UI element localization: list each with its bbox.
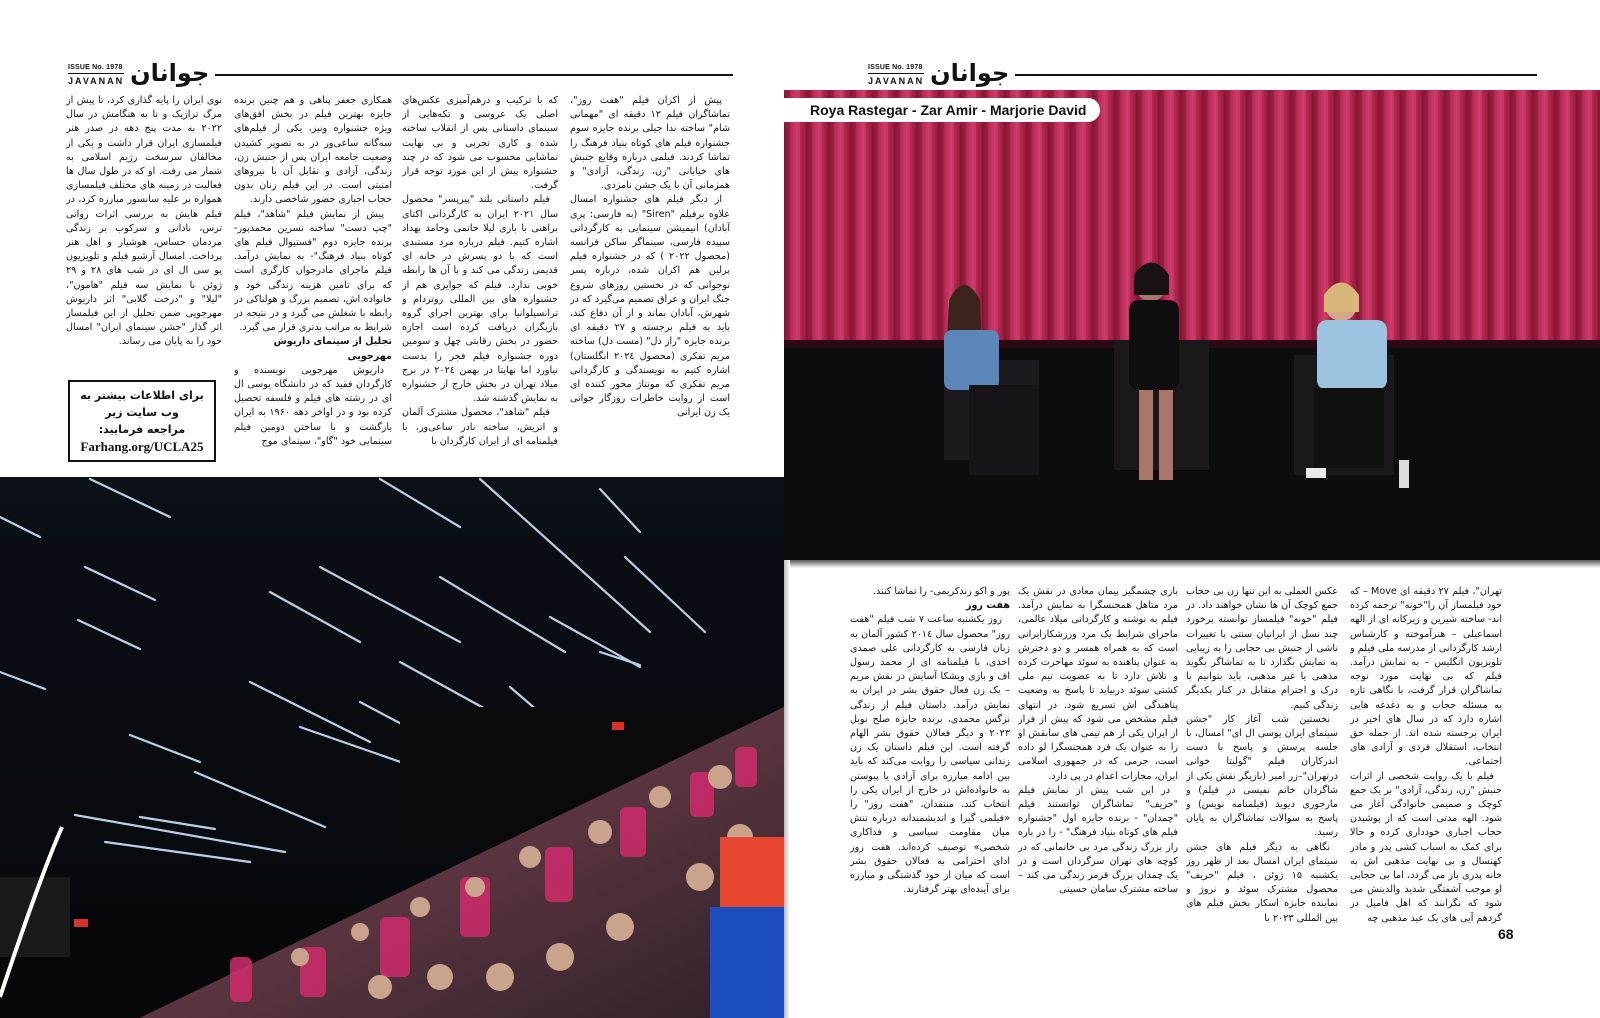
panel-photo-illustration xyxy=(784,90,1600,560)
article-column-3 xyxy=(234,94,392,466)
page-number: 68 xyxy=(1498,926,1514,942)
page-gutter xyxy=(784,560,790,1018)
paragraph: پیش از نمایش فیلم "شاهد"، فیلم "چپ دست" ساخته نسرین محمدپور- برنده جایزه دوم "فستیوال فیلم های کوتاه بنیاد فرهنگ"- به نمایش درآمد. فیلم ماجرای مادرجوان کارگری است که برای تامین هزینه زندگی خود و خانواده اش، تصمیم بزرگ و هولناکی در رابطه با شغلش می گیرد و در نتیجه در شرایط به مراتب بدتری قرار می گیرد. xyxy=(234,208,392,334)
article-column-3 xyxy=(1018,585,1178,935)
paragraph: فیلم با یک روایت شخصی از اثرات جنبش "زن، زندگی، آزادی" بر یک جمع کوچک و صمیمی خانوادگی آغاز می شود. الهه مدتی است که از پوشیدن حجاب اجباری خودداری کرده و حالا برای کمک به اسباب کشی پدر و مادر کهنسال و بی نهایت مذهبی اش به خانه پدری باز می گردد، اما بی حجابی او موجب آشفتگی شدید والدینش می شود که نگرانند که اهل فامیل در گردهم آیی های یک عید مذهبی چه xyxy=(1350,770,1502,924)
issue-block xyxy=(68,64,124,86)
paragraph: بازی چشمگیر پیمان معادی در نقش یک مرد متاهل همجنسگرا به نمایش درآمد. فیلم به نوشته و کارگردانی میلاد عالمی، ماجرای شرایط یک مرد ورزشکارایرانی است که به همراه همسر و دو دخترش به عنوان پناهنده به سوئد مهاجرت کرده و تلاش دارد تا به عضویت تیم ملی کشتی سوئد دربیاید تا پاسخ به وضعیت پناهندگی اش تسریع شود. در انتهای فیلم مشخص می شود که پیش از فرار از ایران یکی از هم تیمی های سابقش او را به عنوان یک فرد همجنسگرا لو داده است، جرمی که در جمهوری اسلامی ایران، مجازات اعدام در پی دارد. xyxy=(1018,586,1178,782)
issue-number: ISSUE No. 1978 xyxy=(68,64,124,74)
issue-number: ISSUE No. 1978 xyxy=(868,64,924,74)
paragraph: پیش از اکران فیلم "هفت روز"، تماشاگران فیلم ۱۲ دقیقه ای "مهمانی شام" ساخته ندا جیلی برنده جایزه سوم جشنواره فیلم های کوتاه بنیاد فرهنگ را تماشا کردند. فیلمی درباره وقایع جنبش های خیابانی "زن، زندگی، آزادی" و همزمانی آن با یک جشن نامزدی. xyxy=(570,95,730,192)
masthead xyxy=(868,60,1537,90)
article-column-1 xyxy=(570,94,730,466)
publication-logo: جوانان xyxy=(130,59,210,87)
masthead xyxy=(68,60,733,90)
paragraph: نوی ایران را پایه گذاری کرد، تا پیش از مرگ تراژیک و نا به هنگامش در سال ۲۰۲۲ به مدت پنج دهه در صدر هنر فیلمسازی ایران قرار داشت و یکی از مخالفان سرسخت رژیم اسلامی به شمار می رفت. او که در طول سال ها فعالیت در زمینه های مختلف فیلمسازی همواره بر علیه سانسور مبارزه کرد، در فیلم هایش به بررسی اثرات روانی ترس، نادانی و سرکوب بر زندگی مردمان حساس، هوشیار و اهل هنر پرداخت. امسال آرشیو فیلم و تلویزیون یو سی ال ای در شب های ۲۸ و ۲۹ ژوئن با نمایش سه فیلم "هامون"، "لیلا" و "درخت گلابی" اثر داریوش مهرجویی ضمن تجلیل از این فیلمساز اثر گذار "جشن سینمای ایران" امسال خود را به پایان می رساند. xyxy=(66,95,222,348)
paragraph: از دیگر فیلم های جشنواره امسال علاوه برفیلم "Siren" (به فارسی: پری آبادان) انیمیشن سینمایی به کارگردانی سپیده فارسی، سینماگر ساکن فرانسه (محصول ۲۰۲۲ ) که در جشنواره فیلم برلین هم اکران شده، درباره پسر نوجوانی که در نخستین روزهای شروع جنگ ایران و عراق تصمیم می‌گیرد که در شهرش، آبادان بماند و از آن دفاع کند، باید به فیلم برجسته و ۲۷ دقیقه ای برنده جایزه "راز دل" (مست دل) ساخته مریم تفکری (محصول ۲۰۲٤ انگلستان) اشاره کنیم به نویسندگی و کارگردانی مریم تفکری که مونتاژ محور کننده ای است از روایت خاطرات روزگار جوانی یک زن ایرانی xyxy=(570,194,730,419)
paragraph: پور و اکو زندکریمی- را تماشا کنند. xyxy=(872,586,1010,597)
masthead-rule xyxy=(1015,74,1537,76)
paragraph: عکس العملی به این تنها زن بی حجاب جمع کوچک آن ها نشان خواهند داد. در فیلم "خونه" فیلمساز توانسته برخورد چند نسل از ایرانیان سنتی با تغییرات ناشی از جنبش بی حجابی را به زیبایی به نمایش بگذارد تا به تماشاگر بگوید مذهبی یا غیر مذهبی، باید بتوانیم با درک و احترام متقابل در کنار یکدیگر زندگی کنیم. xyxy=(1186,586,1338,711)
publication-name-latin: JAVANAN xyxy=(868,76,925,86)
info-box xyxy=(68,380,216,462)
panel-photo xyxy=(784,90,1600,560)
paragraph: که با ترکیب و درهم‌آمیزی عکس‌های اصلی یک عروسی و تکه‌هایی از سینمای داستانی پس از انقلاب ساخته شده و کاری تجربی و بی نهایت تماشایی محسوب می شود که در چند جشنواره پیش از این مورد توجه قرار گرفت. xyxy=(402,95,558,192)
website-link[interactable]: Farhang.org/UCLA25 xyxy=(80,439,204,454)
article-column-2 xyxy=(402,94,558,466)
issue-block xyxy=(868,64,924,86)
paragraph: داریوش مهرجویی نویسنده و کارگردان فقید که در دانشگاه یوسی ال ای در رشته های فیلم و فلسفه تحصیل کرده بود و در اواخر دهه ۱۹۶۰ به ایران بازگشت و با ساختن دومین فیلم سینمایی خود "گاو"، سینمای موج xyxy=(234,364,392,447)
section-subheading: تجلیل از سینمای داریوش مهرجویی xyxy=(273,336,392,362)
audience-photo xyxy=(0,477,784,1018)
paragraph: فیلم "شاهد"، محصول مشترک آلمان و اتریش، ساخته نادر ساعی‌ور، با فیلمنامه ای از ایران کارگردان با xyxy=(402,407,558,447)
paragraph: نخستین شب آغاز کار "جشن سینمای ایران یوسی ال ای" امسال، با جلسه پرسش و پاسخ با دست اندرکاران فیلم "گولیتا خوانی درتهران"–زر امیر (بازیگر نقش یکی از شاگردان خانم نفیسی در فیلم) و مارجوری دیوید (فیلمنامه نویس) و پاسخ به سوالات تماشاگران به پایان رسید. xyxy=(1186,713,1338,839)
publication-name-latin: JAVANAN xyxy=(68,76,125,86)
article-column-2 xyxy=(1186,585,1338,935)
paragraph: روز یکشنبه ساعت ۷ شب فیلم "هفت روز" محصول سال ۲۰۱٤ کشور آلمان به زبان فارسی به کارگردانی علی صمدی احدی، با فیلمنامه ای از محمد رسول اف و بازی ویشکا آسایش در نقش مریم – یک زن فعال حقوق بشر در ایران به نمایش درآمد. داستان فیلم از زندگی نرگس محمدی، برنده جایزه صلح نوبل ۲۰۲۳ و دیگر فعالان حقوق بشر الهام گرفته است. این فیلم داستان یک زن زندانی سیاسی را روایت می‌کند که باید بین ادامه مبارزه برای آزادی یا پیوستن به خانواده‌اش در خارج از ایران یکی را انتخاب کند. منتقدان، "هفت روز" را «فیلمی گیرا و اندیشمندانه درباره تنش میان مقاومت سیاسی و فداکاری شخصی» توصیف کرده‌اند. هفت روز ادای احترامی به فعالان حقوق بشر است که میان از خود گذشتگی و مبارزه برای آینده‌ای بهتر گرفتارند. xyxy=(850,614,1010,896)
paragraph: تهران"، فیلم ۲۷ دقیقه ای Move – که خود فیلمساز آن را"خونه" ترجمه کرده اند- ساخته شیرین و زیرکانه ای از الهه اسماعیلی – هنرآموخته و کارشناس ارشد کارگردانی از مدرسه ملی فیلم و تلویزیون انگلیس – به نمایش درآمد. فیلم که بی نهایت مورد توجه تماشاگران قرار گرفت، با نگاهی تازه به مسئله حجاب و به دغدغه هایی اشاره دارد که در سال های اخیر در ایران برجسته شده اند. از جمله حق انتخاب، استقلال فردی و آزادی های اجتماعی. xyxy=(1350,586,1502,768)
paragraph: فیلم داستانی بلند "پیرپسر" محصول سال ۲۰۲۱ ایران به کارگردانی اکتای براهنی با بازی لیلا حاتمی وحامد بهداد اشاره کنیم. فیلم درباره مرد مستبدی است که با دو پسرش در خانه ای قدیمی زندگی می کند و با آن ها رابطه خوبی ندارد. فیلم که جوایزی هم از جشنواره های بین المللی روتردام و ترانسیلوانیا برای بهترین اجرای گروه بازیگران دریافت کرده است اجازه حضور در بخش رقابتی چهل و سومین دوره جشنواره فیلم فجر را بدست نیاورد اما نهایتا در بهمن ۲۰۲٤ در برج میلاد تهران در بخش خارج از جشنواره به نمایش گذشته شد. xyxy=(402,194,558,405)
publication-logo: جوانان xyxy=(930,59,1010,87)
paragraph: همکاری جعفر پناهی و هم چنین برنده جایزه بهترین فیلم در بخش افق‌های ویژه جشنواره ونیز، یکی از فیلم‌های سه‌گانه ساعی‌ور در به تصویر کشیدن وضعیت جامعه ایران پس از جنبش زن، زندگی، آزادی و تقابل آن با نیروهای امنیتی است. در این فیلم زنان بدون حجاب اجباری حضور شاخصی دارند. xyxy=(234,95,392,206)
paragraph: نگاهی به دیگر فیلم های جشن سینمای ایران امسال بعد از ظهر روز یکشنبه ۱۵ ژوئن ، فیلم "حریف" محصول مشترک سوئد و نروژ و نماینده جایزه اسکار بخش فیلم های بین المللی ۲۰۲۳ با xyxy=(1186,841,1338,924)
paragraph: در این شب پیش از نمایش فیلم "حریف" تماشاگران توانستند فیلم "چمدان" - برنده جایزه اول "جشنواره فیلم های کوتاه بنیاد فرهنگ" - را در باره راز بزرگ زندگی مرد بی خانمانی که در کوچه های تهران سرگردان است و در یک چمدان بزرگ قرمز زندگی می کند – ساخته مشترک سامان حسینی xyxy=(1018,784,1178,896)
audience-photo-illustration xyxy=(0,477,784,1018)
info-line: مراجعه فرمایید: xyxy=(98,423,186,436)
photo-caption: Roya Rastegar - Zar Amir - Marjorie David xyxy=(784,98,1100,122)
article-column-1 xyxy=(1350,585,1502,935)
photo-shadow xyxy=(784,560,1600,568)
section-subheading: هفت روز xyxy=(965,600,1010,612)
article-column-4 xyxy=(850,585,1010,935)
masthead-rule xyxy=(215,74,733,76)
info-line: برای اطلاعات بیشتر به xyxy=(80,389,204,402)
article-column-4 xyxy=(66,94,222,368)
info-line: وب سایت زیر xyxy=(105,406,179,419)
